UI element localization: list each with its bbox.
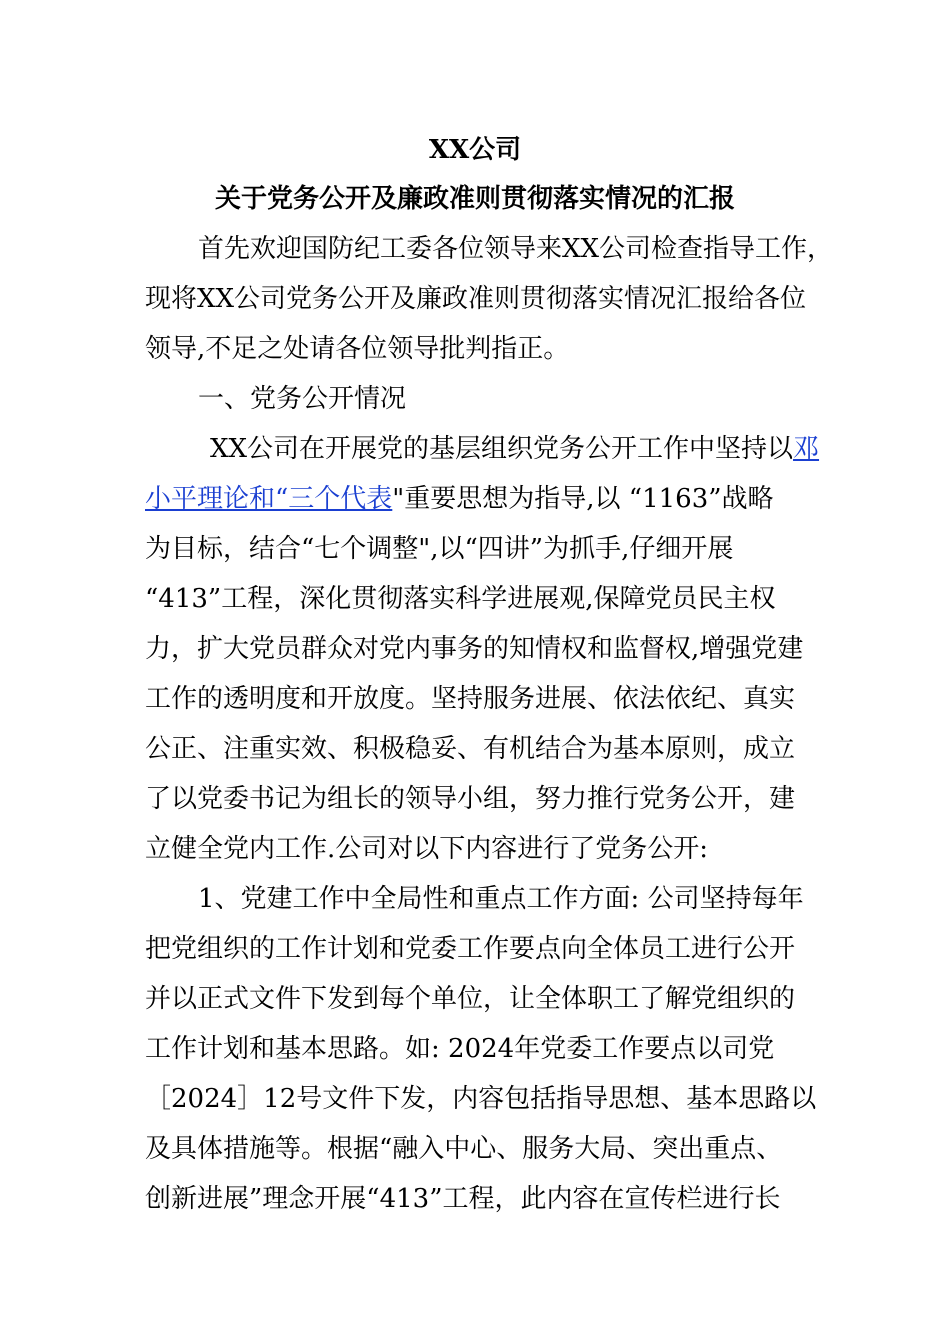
section1-line-3: 为目标，结合“七个调整",以“四讲”为抓手,仔细开展	[145, 534, 734, 564]
document-title-report: 关于党务公开及廉政准则贯彻落实情况的汇报	[214, 184, 735, 214]
section-heading-party-affairs: 一、党务公开情况	[198, 384, 407, 414]
section1-line-4: “413”工程，深化贯彻落实科学进展观,保障党员民主权	[145, 584, 776, 614]
section1-line-2	[145, 482, 774, 516]
intro-line-3: 领导,不足之处请各位领导批判指正。	[145, 334, 570, 364]
item1-line-1: 1、党建工作中全局性和重点工作方面: 公司坚持每年	[198, 884, 804, 914]
section1-line-7: 公正、注重实效、积极稳妥、有机结合为基本原则，成立	[145, 734, 796, 764]
document-title-company: XX公司	[428, 135, 522, 165]
section1-line-1-text: XX公司在开展党的基层组织党务公开工作中坚持以	[210, 434, 794, 464]
intro-line-1: 首先欢迎国防纪工委各位领导来XX公司检查指导工作，	[198, 234, 834, 264]
section1-line-8: 了以党委书记为组长的领导小组，努力推行党务公开，建	[145, 784, 796, 814]
section1-line-1	[210, 432, 819, 466]
theory-link-part-1[interactable]: 邓	[793, 434, 820, 464]
section1-line-6: 工作的透明度和开放度。坚持服务进展、依法依纪、真实	[145, 684, 796, 714]
item1-line-3: 并以正式文件下发到每个单位，让全体职工了解党组织的	[145, 984, 796, 1014]
item1-line-4: 工作计划和基本思路。如: 2024年党委工作要点以司党	[145, 1034, 775, 1064]
intro-line-2: 现将XX公司党务公开及廉政准则贯彻落实情况汇报给各位	[145, 284, 807, 314]
item1-line-6: 及具体措施等。根据“融入中心、服务大局、突出重点、	[145, 1134, 783, 1164]
item1-line-5: ［2024］12号文件下发，内容包括指导思想、基本思路以	[145, 1084, 817, 1114]
section1-line-5: 力，扩大党员群众对党内事务的知情权和监督权,增强党建	[145, 634, 804, 664]
section1-line-2-text: "重要思想为指导,以 “1163”战略	[392, 484, 774, 514]
section1-line-9: 立健全党内工作.公司对以下内容进行了党务公开:	[145, 834, 709, 864]
theory-link-part-2[interactable]: 小平理论和“三个代表	[145, 484, 393, 514]
item1-line-7: 创新进展”理念开展“413”工程，此内容在宣传栏进行长	[145, 1184, 781, 1214]
item1-line-2: 把党组织的工作计划和党委工作要点向全体员工进行公开	[145, 934, 796, 964]
